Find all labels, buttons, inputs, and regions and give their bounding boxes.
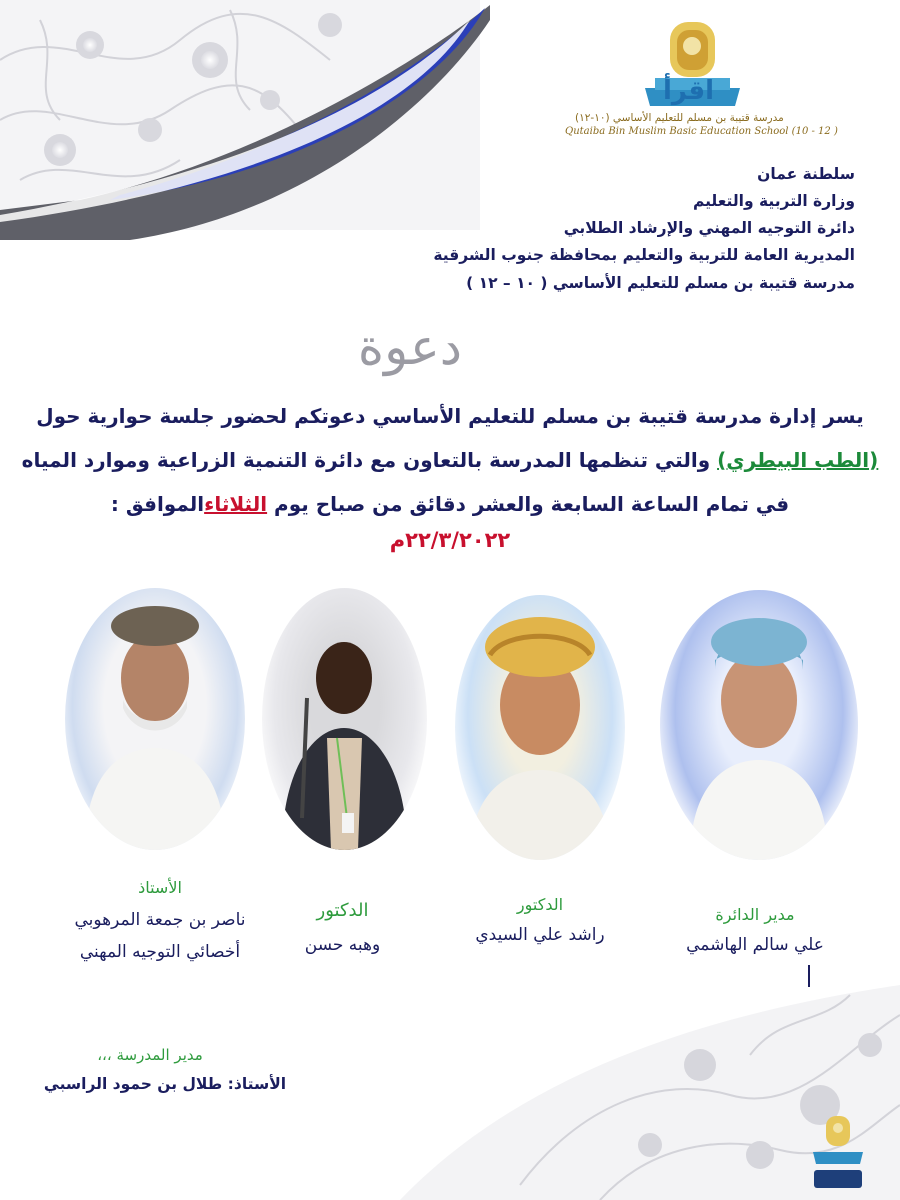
speaker-4-name: ناصر بن جمعة المرهوبي [74,910,246,930]
speaker-photo-4 [65,588,245,850]
speaker-4-title: الأستاذ [138,878,182,897]
speaker-4-role: أخصائي التوجيه المهني [79,942,241,962]
body-line-3b: الموافق : [110,492,205,516]
day-text: الثلاثاء [204,492,268,516]
header-line-4: المديرية العامة للتربية والتعليم بمحافظة جنوب الشرقية [433,246,855,264]
invitation-title: دعوة [357,318,463,376]
body-line-2 [20,448,880,472]
speaker-2-title: الدكتور [516,895,564,914]
principal-name: الأستاذ: طلال بن حمود الراسبي [43,1075,287,1093]
header-line-1: سلطنة عمان [757,165,855,183]
speaker-photo-3 [262,588,427,850]
speaker-3-name: وهبه حسن [304,935,381,955]
school-logo [635,18,750,110]
speaker-2-name: راشد علي السيدي [475,925,605,945]
body-line-2-rest: والتي تنظمها المدرسة بالتعاون مع دائرة التنمية الزراعية وموارد المياه [21,448,718,472]
speaker-1-name: علي سالم الهاشمي [686,935,824,955]
school-name-arabic: مدرسة قتيبة بن مسلم للتعليم الأساسي (١٠-١٢) [575,112,784,124]
header-line-5: مدرسة قتيبة بن مسلم للتعليم الأساسي ( ١٠ – ١٢ ) [466,274,855,292]
body-line-1: يسر إدارة مدرسة قتيبة بن مسلم للتعليم الأساسي دعوتكم لحضور جلسة حوارية حول [36,404,864,428]
school-name-english: Qutaiba Bin Muslim Basic Education School (10 - 12 ) [565,126,838,137]
school-logo-small [808,1112,868,1192]
body-line-3 [20,492,880,516]
header-line-2: وزارة التربية والتعليم [692,192,855,210]
principal-title: مدير المدرسة ،،، [97,1046,203,1064]
event-date: ٢٢/٣/٢٠٢٢م [389,528,511,552]
topic-text: (الطب البيطري) [717,448,879,472]
header-line-3: دائرة التوجيه المهني والإرشاد الطلابي [563,219,855,237]
speaker-photo-2 [455,595,625,860]
body-line-3a: في تمام الساعة السابعة والعشر دقائق من صباح يوم [267,492,790,516]
blue-swoosh [0,0,490,240]
speaker-1-title: مدير الدائرة [715,905,795,924]
speaker-3-title: الدكتور [316,900,369,921]
logo-text: اقرأ [663,76,715,106]
speaker-photo-1 [660,590,858,860]
